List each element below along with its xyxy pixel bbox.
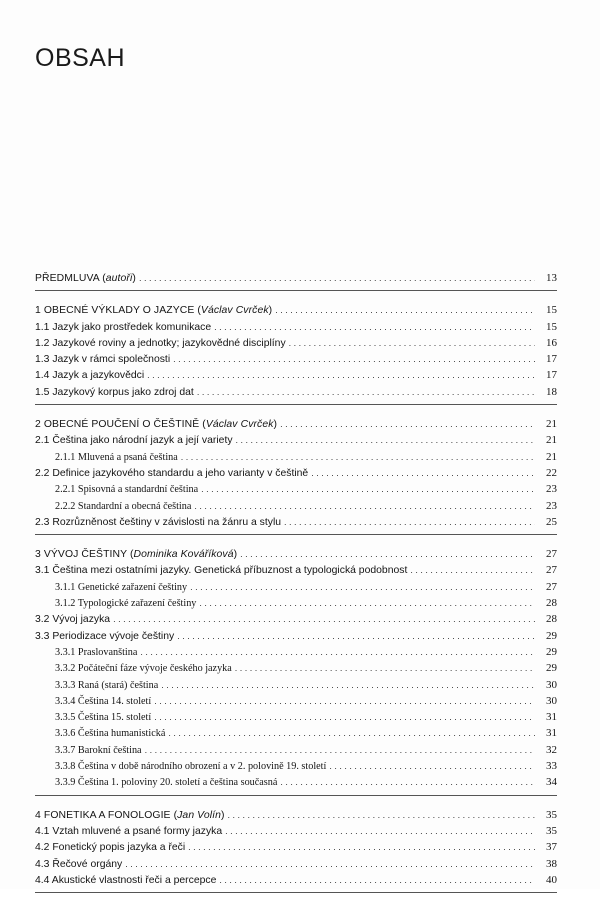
page-number: 22 <box>546 466 557 479</box>
dot-leader <box>219 872 535 888</box>
toc-entry <box>35 498 557 514</box>
page-number: 30 <box>546 678 557 691</box>
entry-text: 4.2 Fonetický popis jazyka a řeči <box>35 842 186 854</box>
entry-text: 1.2 Jazykové roviny a jednotky; jazykovědné disciplíny <box>35 337 286 349</box>
page-number: 30 <box>546 694 557 707</box>
toc-entry <box>35 449 557 465</box>
entry-text: 3.3.9 Čeština 1. poloviny 20. století a čeština současná <box>55 777 278 789</box>
page-number: 15 <box>546 304 557 317</box>
toc-chapter-entry <box>35 416 557 432</box>
entry-title <box>35 303 275 319</box>
dot-leader <box>225 823 535 839</box>
toc-entry <box>35 335 557 351</box>
entry-text: 4.3 Řečové orgány <box>35 858 123 870</box>
page-number: 21 <box>546 418 557 431</box>
toc-chapter-entry <box>35 807 557 823</box>
entry-title <box>35 515 284 531</box>
dot-leader <box>280 774 535 790</box>
contents-heading: OBSAH <box>35 44 126 72</box>
toc-entry <box>35 709 557 725</box>
page-number: 34 <box>546 776 557 789</box>
entry-text: 3.3.8 Čeština v době národního obrození a v 2. polovině 19. století <box>55 761 327 773</box>
entry-title <box>35 320 214 336</box>
page-number: 38 <box>546 857 557 870</box>
page-number: 31 <box>546 727 557 740</box>
entry-author: autoři <box>105 273 133 284</box>
page-number: 13 <box>546 272 557 284</box>
toc-entry <box>35 644 557 660</box>
dot-leader <box>410 562 535 578</box>
page-number: 21 <box>546 450 557 463</box>
dot-leader <box>289 335 535 351</box>
entry-title <box>35 433 236 449</box>
toc-entry <box>35 725 557 741</box>
entry-text-close: ) <box>273 419 278 431</box>
page-number: 21 <box>546 434 557 447</box>
entry-title <box>35 775 280 791</box>
entry-text: 1.3 Jazyk v rámci společnosti <box>35 354 171 366</box>
dot-leader <box>284 514 535 530</box>
entry-title <box>35 368 147 384</box>
toc-chapter-entry <box>35 302 557 318</box>
entry-text: 2.1.1 Mluvená a psaná čeština <box>55 451 178 463</box>
entry-title <box>35 450 181 466</box>
toc-section <box>35 807 557 893</box>
page-number: 29 <box>546 662 557 675</box>
entry-title <box>35 563 410 579</box>
toc-section <box>35 416 557 535</box>
entry-title <box>35 612 113 628</box>
entry-title <box>35 726 168 742</box>
dot-leader <box>161 677 535 693</box>
page-number: 28 <box>546 597 557 610</box>
toc-entry <box>35 823 557 839</box>
entry-title <box>35 336 289 352</box>
toc-chapter-entry <box>35 270 557 286</box>
toc-entry <box>35 579 557 595</box>
toc-entry <box>35 562 557 578</box>
entry-text: 3.1.1 Genetické zařazení češtiny <box>55 581 188 593</box>
toc-entry <box>35 660 557 676</box>
page-number: 27 <box>546 548 557 561</box>
toc-section <box>35 270 557 291</box>
toc-entry <box>35 628 557 644</box>
entry-title <box>35 743 145 759</box>
entry-text-close: ) <box>233 549 238 561</box>
page-number: 33 <box>546 760 557 773</box>
entry-title <box>35 645 140 661</box>
entry-text: 3.3.2 Počáteční fáze vývoje českého jazyka <box>55 663 232 675</box>
page-number: 40 <box>546 873 557 886</box>
entry-title <box>35 499 194 515</box>
toc-entry <box>35 839 557 855</box>
dot-leader <box>240 546 535 562</box>
dot-leader <box>197 384 535 400</box>
entry-text: 3.1.2 Typologické zařazení češtiny <box>55 598 197 610</box>
dot-leader <box>173 351 535 367</box>
toc-entry <box>35 758 557 774</box>
page-number: 17 <box>546 353 557 366</box>
dot-leader <box>199 595 535 611</box>
page-number: 23 <box>546 499 557 512</box>
entry-title <box>35 271 139 287</box>
dot-leader <box>139 270 535 286</box>
entry-text: 3.3.6 Čeština humanistická <box>55 728 166 740</box>
entry-title <box>35 694 154 710</box>
entry-text: 3.3.7 Barokní čeština <box>55 744 142 756</box>
entry-author: Jan Volín <box>177 809 221 821</box>
entry-title <box>35 417 280 433</box>
page-number: 31 <box>546 711 557 724</box>
toc-entry <box>35 611 557 627</box>
entry-text: 2.2.2 Standardní a obecná čeština <box>55 500 192 512</box>
entry-text: 1.4 Jazyk a jazykovědci <box>35 370 145 382</box>
entry-title <box>35 580 190 596</box>
entry-text-close: ) <box>268 305 273 317</box>
page-number: 27 <box>546 564 557 577</box>
entry-title <box>35 547 240 563</box>
entry-author: Václav Cvrček <box>205 419 274 431</box>
entry-author: Dominika Kováříková <box>133 549 234 561</box>
toc-entry <box>35 742 557 758</box>
page-number: 25 <box>546 515 557 528</box>
dot-leader <box>236 432 535 448</box>
entry-title <box>35 873 219 889</box>
entry-text: 4 FONETIKA A FONOLOGIE ( <box>35 809 178 821</box>
entry-title <box>35 808 228 824</box>
entry-title <box>35 596 199 612</box>
toc-entry <box>35 856 557 872</box>
entry-text: 3.3 Periodizace vývoje češtiny <box>35 630 175 642</box>
entry-text: 2.2 Definice jazykového standardu a jeho varianty v češtině <box>35 467 309 479</box>
entry-author: Václav Cvrček <box>200 305 269 317</box>
entry-text: 4.1 Vztah mluvené a psané formy jazyka <box>35 825 223 837</box>
toc-chapter-entry <box>35 546 557 562</box>
entry-title <box>35 678 161 694</box>
page-number: 27 <box>546 580 557 593</box>
entry-text: 1 OBECNÉ VÝKLADY O JAZYCE ( <box>35 305 201 317</box>
toc-entry <box>35 432 557 448</box>
dot-leader <box>168 725 535 741</box>
dot-leader <box>177 628 535 644</box>
entry-title <box>35 661 235 677</box>
entry-text: 3.3.4 Čeština 14. století <box>55 695 152 707</box>
entry-title <box>35 385 197 401</box>
dot-leader <box>154 693 535 709</box>
page-number: 18 <box>546 385 557 398</box>
entry-text: 3.3.5 Čeština 15. století <box>55 712 152 724</box>
dot-leader <box>147 367 535 383</box>
page-number: 29 <box>546 645 557 658</box>
entry-title <box>35 710 154 726</box>
toc-entry <box>35 595 557 611</box>
entry-title <box>35 482 201 498</box>
table-of-contents <box>35 270 557 904</box>
toc-entry <box>35 351 557 367</box>
entry-title <box>35 824 225 840</box>
dot-leader <box>280 416 535 432</box>
toc-entry <box>35 367 557 383</box>
toc-entry <box>35 774 557 790</box>
entry-text: 3.2 Vývoj jazyka <box>35 614 111 626</box>
entry-text: 2 OBECNÉ POUČENÍ O ČEŠTINĚ ( <box>35 419 206 431</box>
entry-text: 4.4 Akustické vlastnosti řeči a percepce <box>35 874 217 886</box>
page-number: 16 <box>546 336 557 349</box>
dot-leader <box>228 807 535 823</box>
dot-leader <box>113 611 535 627</box>
entry-text: PŘEDMLUVA ( <box>35 273 106 284</box>
entry-title <box>35 466 311 482</box>
toc-entry <box>35 514 557 530</box>
dot-leader <box>201 481 535 497</box>
page-number: 23 <box>546 483 557 496</box>
dot-leader <box>125 856 535 872</box>
dot-leader <box>235 660 535 676</box>
entry-title <box>35 352 173 368</box>
toc-section <box>35 302 557 405</box>
dot-leader <box>145 742 535 758</box>
toc-section <box>35 546 557 795</box>
dot-leader <box>140 644 535 660</box>
page-number: 28 <box>546 613 557 626</box>
dot-leader <box>275 302 535 318</box>
page-number: 35 <box>546 808 557 821</box>
toc-entry <box>35 319 557 335</box>
entry-text: 3.1 Čeština mezi ostatními jazyky. Genetická příbuznost a typologická podobnost <box>35 565 408 577</box>
dot-leader <box>190 579 535 595</box>
entry-text: 1.5 Jazykový korpus jako zdroj dat <box>35 386 194 398</box>
dot-leader <box>329 758 535 774</box>
entry-title <box>35 840 188 856</box>
dot-leader <box>194 498 535 514</box>
dot-leader <box>214 319 535 335</box>
dot-leader <box>311 465 535 481</box>
entry-text: 3.3.3 Raná (stará) čeština <box>55 679 159 691</box>
toc-entry <box>35 872 557 888</box>
page-number: 35 <box>546 824 557 837</box>
entry-text: 3 VÝVOJ ČEŠTINY ( <box>35 549 134 561</box>
entry-title <box>35 759 329 775</box>
entry-text: 2.3 Rozrůzněnost češtiny v závislosti na žánru a stylu <box>35 516 282 528</box>
page-number: 37 <box>546 841 557 854</box>
entry-text-close: ) <box>132 273 136 284</box>
dot-leader <box>188 839 535 855</box>
entry-title <box>35 629 177 645</box>
toc-entry <box>35 465 557 481</box>
dot-leader <box>181 449 535 465</box>
page-number: 29 <box>546 629 557 642</box>
entry-text: 2.2.1 Spisovná a standardní čeština <box>55 484 199 496</box>
toc-entry <box>35 481 557 497</box>
entry-title <box>35 857 125 873</box>
toc-entry <box>35 384 557 400</box>
entry-text-close: ) <box>220 809 225 821</box>
page-number: 32 <box>546 743 557 756</box>
entry-text: 1.1 Jazyk jako prostředek komunikace <box>35 321 212 333</box>
dot-leader <box>154 709 535 725</box>
page-number: 15 <box>546 320 557 333</box>
page-number: 17 <box>546 369 557 382</box>
toc-entry <box>35 677 557 693</box>
entry-text: 3.3.1 Praslovanština <box>55 646 138 658</box>
toc-entry <box>35 693 557 709</box>
entry-text: 2.1 Čeština jako národní jazyk a její variety <box>35 435 233 447</box>
